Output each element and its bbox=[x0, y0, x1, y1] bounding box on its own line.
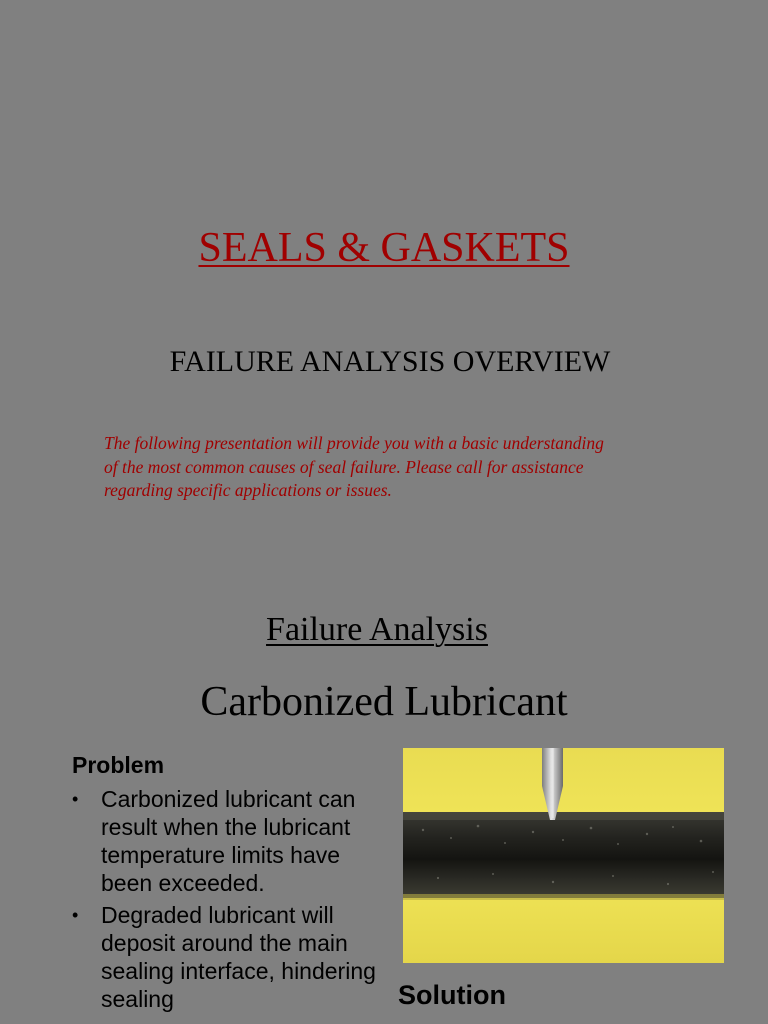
subtitle: FAILURE ANALYSIS OVERVIEW bbox=[169, 345, 611, 378]
carbonized-lubricant-photo bbox=[403, 748, 724, 963]
intro-paragraph: The following presentation will provide you with a basic understanding of the most common causes of seal failure. Please call for assistance regarding specific applications or issues. bbox=[104, 433, 604, 500]
section-heading: Failure Analysis bbox=[266, 611, 488, 648]
problem-bullet-list bbox=[72, 785, 392, 1017]
bullet-icon: • bbox=[72, 905, 79, 925]
solution-label: Solution bbox=[398, 980, 506, 1010]
bullet-text: Degraded lubricant will deposit around the main sealing interface, hindering sealing bbox=[101, 902, 376, 1012]
problem-label: Problem bbox=[72, 752, 165, 778]
main-title: SEALS & GASKETS bbox=[198, 225, 570, 271]
bullet-item bbox=[72, 901, 392, 1013]
seal-photo-graphic bbox=[403, 748, 724, 963]
slide-title: Carbonized Lubricant bbox=[200, 679, 568, 725]
bullet-item bbox=[72, 785, 392, 897]
bullet-icon: • bbox=[72, 789, 79, 809]
bullet-text: Carbonized lubricant can result when the lubricant temperature limits have been exceeded. bbox=[101, 786, 356, 896]
